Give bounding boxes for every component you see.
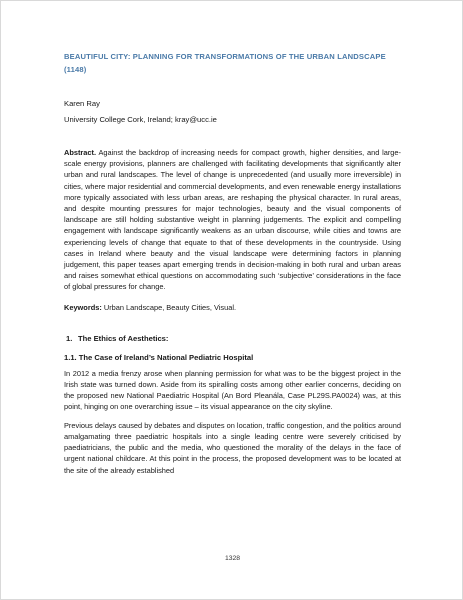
page-number: 1328 [224, 555, 241, 562]
section-title: The Ethics of Aesthetics: [78, 333, 169, 343]
keywords [64, 302, 401, 313]
paper-title: BEAUTIFUL CITY: PLANNING FOR TRANSFORMATIONS OF THE URBAN LANDSCAPE (1148) [64, 52, 386, 74]
author-affiliation: University College Cork, Ireland; kray@ucc.ie [64, 115, 217, 124]
body-paragraph-1: In 2012 a media frenzy arose when planning permission for what was to be the biggest project in the Irish state was turned down. Aside from its spiralling costs among other earlier concerns, deciding on the proposed new National Paediatric Hospital (An Bord Pleanála, Case PL29S.PA0024) was, at this point, hinging on one overarching issue – its visual appearance on the city skyline. [64, 368, 401, 412]
abstract [64, 147, 401, 293]
section-number: 1. [66, 333, 73, 343]
abstract-text: Against the backdrop of increasing needs for compact growth, higher densities, and large-scale energy provisions, planners are challenged with facilitating developments that significantly alter urban and rural landscapes. The level of change is unprecedented (and usually more irreversible) in cities, where major residential and commercial developments, and even renewable energy installations more typically associated with less urban areas, are reshaping the physical character. In rural areas, and despite mounting pressures for major technologies, beauty and the visual components of landscape are still holding substantive weight in planning judgements. The explicit and compelling engagement with landscape significantly weakens as an urban discourse, while cities and towns are experiencing levels of change that equate to that of these developments in the countryside. Using cases in Ireland where beauty and the visual landscape were determining factors in planning judgement, this paper teases apart emerging trends in decision-making in both rural and urban areas and raises somewhat ethical questions on accommodating such ‘subjective’ considerations in the face of global pressures for change. [64, 148, 401, 292]
page-content [64, 51, 401, 483]
section-heading [64, 333, 401, 344]
keywords-label: Keywords: [64, 302, 102, 312]
keywords-text: Urban Landscape, Beauty Cities, Visual. [103, 302, 237, 312]
subsection-heading: 1.1. The Case of Ireland’s National Pediatric Hospital [64, 352, 254, 362]
body-paragraph-2: Previous delays caused by debates and disputes on location, traffic congestion, and the politics around amalgamating three paediatric hospitals into a single leading centre were severely criticised by paediatricians, the public and the media, who questioned the morality of the delays in the face of urgent national childcare. At this point in the process, the proposed development was to be located at the site of the already established [64, 420, 401, 475]
author-name: Karen Ray [64, 99, 100, 108]
abstract-label: Abstract. [64, 148, 97, 157]
